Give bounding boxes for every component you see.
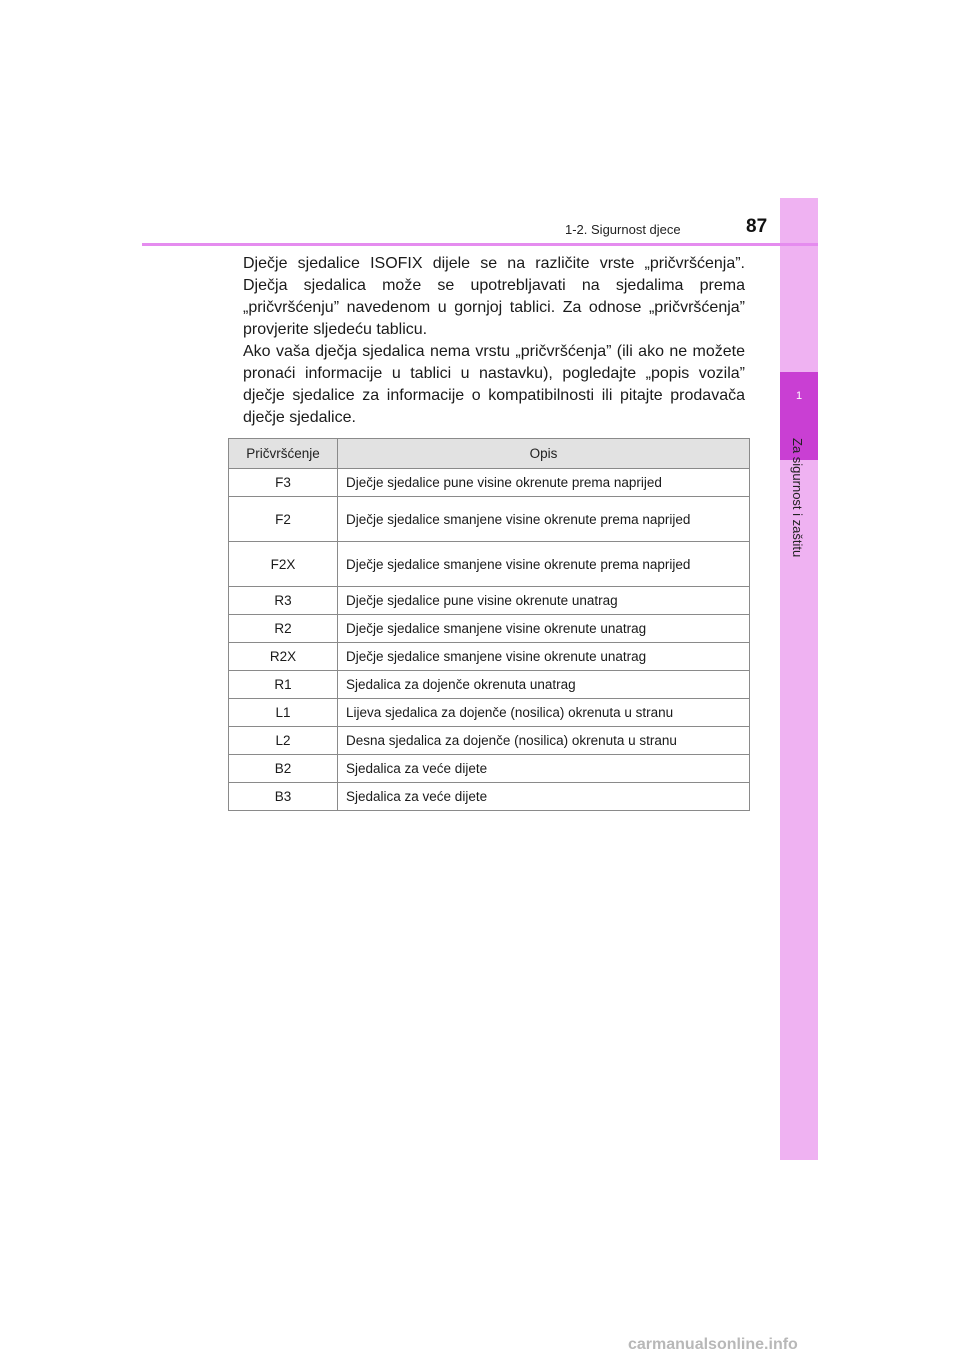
header-divider — [142, 243, 818, 246]
chapter-number: 1 — [795, 390, 803, 402]
anchorage-description: Dječje sjedalice smanjene visine okrenute prema naprijed — [338, 542, 750, 587]
column-header-description: Opis — [338, 439, 750, 469]
anchorage-code: F3 — [229, 469, 338, 497]
table-row — [229, 615, 750, 643]
anchorage-description: Dječje sjedalice smanjene visine okrenute prema naprijed — [338, 497, 750, 542]
intro-paragraph: Ako vaša dječja sjedalica nema vrstu „pričvršćenja” (ili ako ne možete pronaći informacije u tablici u nastavku), pogledajte „popis vozila” dječje sjedalice za informacije o kompatibilnosti ili pitajte prodavača dječje sjedalice. — [243, 343, 745, 426]
anchorage-description: Dječje sjedalice pune visine okrenute unatrag — [338, 587, 750, 615]
page-number: 87 — [746, 216, 768, 237]
anchorage-code: R2 — [229, 615, 338, 643]
intro-paragraph: Dječje sjedalice ISOFIX dijele se na različite vrste „pričvršćenja”. Dječja sjedalica može se upotrebljavati na sjedalima prema „pričvršćenju” navedenom u gornjoj tablici. Za odnose „pričvršćenja” provjerite sljedeću tablicu. — [243, 255, 745, 338]
anchorage-code: R2X — [229, 643, 338, 671]
anchorage-code: R1 — [229, 671, 338, 699]
anchorage-code: L2 — [229, 727, 338, 755]
anchorage-table — [228, 438, 750, 811]
table-row — [229, 699, 750, 727]
anchorage-code: R3 — [229, 587, 338, 615]
table-row — [229, 497, 750, 542]
anchorage-code: L1 — [229, 699, 338, 727]
anchorage-description: Sjedalica za veće dijete — [338, 755, 750, 783]
anchorage-code: B3 — [229, 783, 338, 811]
table-row — [229, 727, 750, 755]
anchorage-description: Dječje sjedalice smanjene visine okrenute unatrag — [338, 615, 750, 643]
table-row — [229, 587, 750, 615]
anchorage-description: Dječje sjedalice pune visine okrenute prema naprijed — [338, 469, 750, 497]
table-row — [229, 469, 750, 497]
chapter-title: Za sigurnost i zaštitu — [790, 438, 805, 558]
anchorage-code: F2X — [229, 542, 338, 587]
anchorage-description: Desna sjedalica za dojenče (nosilica) okrenuta u stranu — [338, 727, 750, 755]
table-row — [229, 783, 750, 811]
anchorage-description: Dječje sjedalice smanjene visine okrenute unatrag — [338, 643, 750, 671]
intro-text — [243, 253, 745, 429]
anchorage-description: Sjedalica za veće dijete — [338, 783, 750, 811]
table-row — [229, 755, 750, 783]
chapter-sidebar — [780, 198, 818, 1160]
watermark[interactable]: carmanualsonline.info — [628, 1336, 798, 1353]
anchorage-code: B2 — [229, 755, 338, 783]
anchorage-code: F2 — [229, 497, 338, 542]
table-header-row — [229, 439, 750, 469]
anchorage-description: Lijeva sjedalica za dojenče (nosilica) okrenuta u stranu — [338, 699, 750, 727]
table-row — [229, 671, 750, 699]
column-header-anchorage: Pričvršćenje — [229, 439, 338, 469]
table-row — [229, 643, 750, 671]
anchorage-description: Sjedalica za dojenče okrenuta unatrag — [338, 671, 750, 699]
table-row — [229, 542, 750, 587]
section-title: 1-2. Sigurnost djece — [565, 222, 681, 237]
